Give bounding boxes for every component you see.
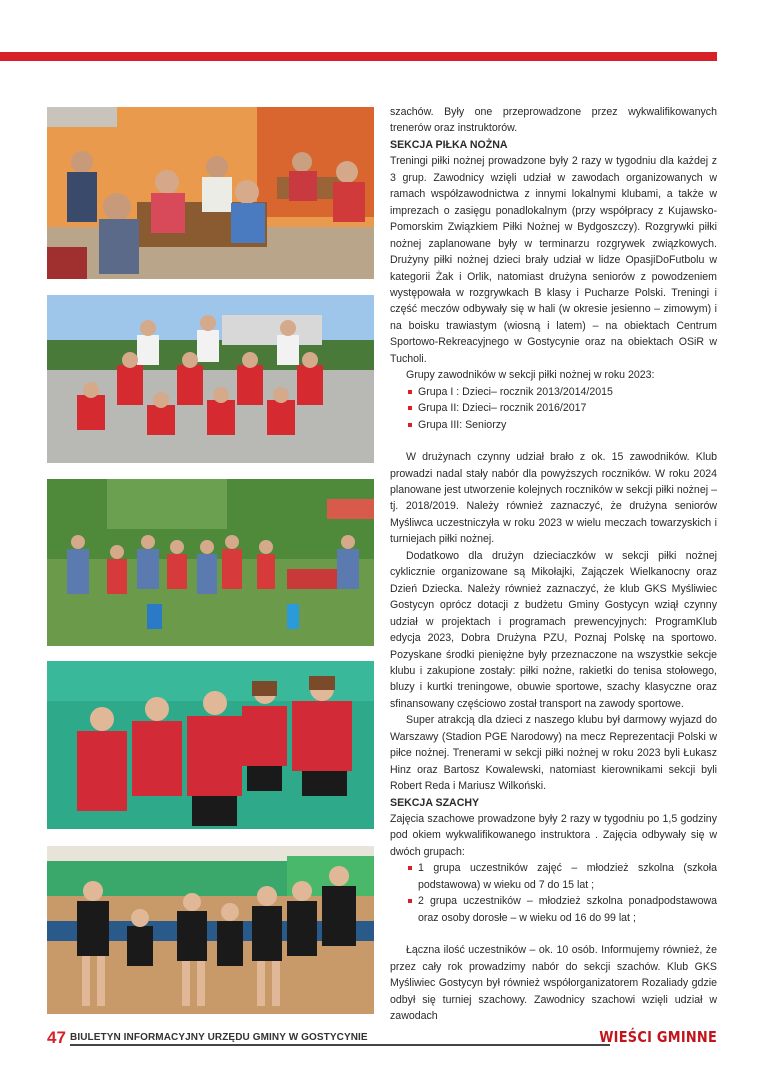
football-paragraph-1: Treningi piłki nożnej prowadzone były 2 razy w tygodniu dla każdej z 3 grup. Zawodnicy wzięli udział w zawodach organizowanych w ramach współzawodnictwa z innymi lokalnymi klubami, a także w imprezach o zasięgu ponadlokalnym (przy współpracy z Kujawsko-Pomorskim Związkiem Piłki Nożnej w Bydgoszczy). Rozgrywki piłki nożnej zaplanowane były w terminarzu rozgrywek związkowych. Drużyny piłki nożnej dzieci brały udział w lidze OpasjiDoFutbolu w kategorii Żak i Orlik, natomiast drużyna seniorów z powodzeniem występowała w rozgrywkach B klasy i Pucharze Polski. Treningi i część meczów odbywały się w hali (w okresie jesienno – zimowym) i na boisku trawiastym (wiosną i latem) – na obiektach Centrum Sportowo-Rekreacyjnego w Gostycynie oraz na obiektach OSiR w Tucholi. — [390, 155, 717, 365]
photo-football-team — [47, 295, 374, 463]
heading-chess: SEKCJA SZACHY — [390, 796, 480, 809]
photo-chess-class — [47, 107, 374, 279]
photo-table-tennis-group — [47, 846, 374, 1014]
list-item: Grupa I : Dzieci– rocznik 2013/2014/2015 — [408, 384, 717, 400]
heading-football: SEKCJA PIŁKA NOŻNA — [390, 138, 508, 151]
football-paragraph-4: Super atrakcją dla dzieci z naszego klubu był darmowy wyjazd do Warszawy (Stadion PGE Narodowy) na mecz Reprezentacji Polski w piłce nożnej. Trenerami w sekcji piłki nożnej w roku 2023 byli Łukasz Hinz oraz Bartosz Kowalewski, natomiast kierownikami sekcji byli Robert Reda i Mariusz Wilkoński. — [390, 714, 717, 793]
list-item: Grupa II: Dzieci– rocznik 2016/2017 — [408, 400, 717, 416]
chess-groups-list — [390, 860, 717, 926]
intro-paragraph: szachów. Były one przeprowadzone przez wykwalifikowanych trenerów oraz instruktorów. — [390, 106, 717, 135]
football-groups-intro: Grupy zawodników w sekcji piłki nożnej w roku 2023: — [406, 369, 655, 382]
photo-kids-red-jackets — [47, 661, 374, 829]
list-item: Grupa III: Seniorzy — [408, 417, 717, 433]
football-groups-list — [390, 384, 717, 433]
list-item: 1 grupa uczestników zajęć – młodzież szkolna (szkoła podstawowa) w wieku od 7 do 15 lat ; — [408, 860, 717, 893]
publication-title: BIULETYN INFORMACYJNY URZĘDU GMINY W GOSTYCYNIE — [70, 1032, 368, 1043]
football-paragraph-3: Dodatkowo dla drużyn dzieciaczków w sekcji piłki nożnej cyklicznie organizowane są Mikołajki, Zajączek Wielkanocny oraz Dzień Dziecka. Należy również zaznaczyć, że klub GKS Myśliwiec Gostycyn oprócz dotacji z budżetu Gminy Gostycyn wziął czynny udział w projektach i programach prewencyjnych: ProgramKlub edycja 2023, Dobra Drużyna PZU, Poznaj Polskę na sportowo. Pozyskane środki pieniężne były przeznaczone na wszystkie sekcje klubu i zakupione zostały: piłki nożne, rakietki do tenisa stołowego, bluzy i kurtki treningowe, obuwie sportowe, szachy klasyczne oraz sfinansowany częściowo został transport na zawody sportowe. — [390, 549, 717, 710]
brand-logo: WIEŚCI GMINNE — [599, 1028, 717, 1046]
photo-outdoor-event — [47, 479, 374, 646]
top-accent-bar — [0, 52, 717, 61]
chess-paragraph-2: Łączna ilość uczestników – ok. 10 osób. Informujemy również, że przez cały rok prowadzimy nabór do sekcji szachów. Klub GKS Myśliwiec Gostycyn był również współorganizatorem Rozaliady gdzie odbył się turniej szachowy. Zawodnicy szachowi wzięli udział w zawodach — [390, 944, 717, 1023]
article-text — [390, 104, 717, 1024]
page-footer — [47, 1028, 717, 1050]
page-number: 47 — [47, 1028, 66, 1047]
list-item: 2 grupa uczestników – młodzież szkolna ponadpodstawowa oraz osoby dorosłe – w wieku od 16 do 99 lat ; — [408, 893, 717, 926]
football-paragraph-2: W drużynach czynny udział brało z ok. 15 zawodników. Klub prowadzi nadal stały nabór dla powyższych roczników. W roku 2024 planowane jest utworzenie kolejnych roczników w sekcji piłki nożnej – tj. 2018/2019. Należy również zaznaczyć, że drużyna seniorów Myśliwca uczestniczyła w roku 2023 w wielu meczach towarzyskich i turniejach piłki nożnej. — [390, 451, 717, 546]
chess-paragraph-1: Zajęcia szachowe prowadzone były 2 razy w tygodniu po 1,5 godziny pod okiem wykwalifikowanego instruktora . Zajęcia odbywały się w dwóch grupach: — [390, 813, 717, 858]
footer-divider — [70, 1044, 610, 1046]
